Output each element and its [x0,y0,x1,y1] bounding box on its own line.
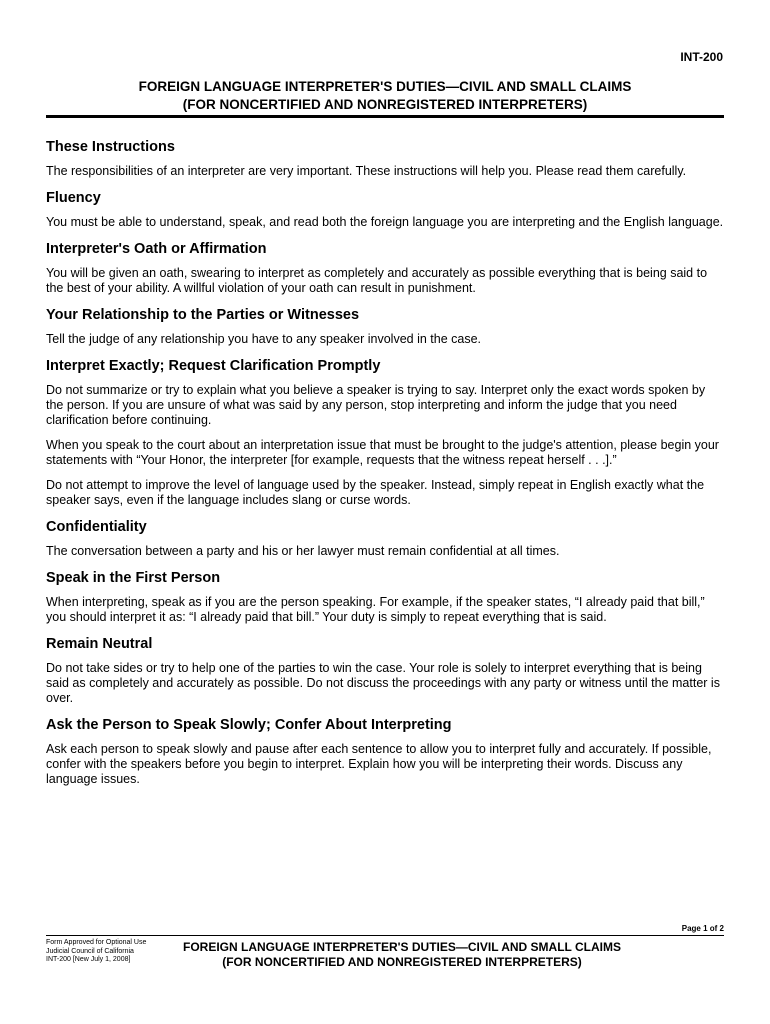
footer-title [162,940,642,970]
section-paragraph: When interpreting, speak as if you are the person speaking. For example, if the speaker states, “I already paid that bill,” you should interpret it as: “I already paid that bill.” Your duty is simply to repeat everything that is said. [46,595,705,624]
instructions-body [46,128,724,797]
document-title [46,78,724,114]
section-interpret-exactly [46,357,724,508]
section-relationship [46,306,724,347]
section-paragraph: You must be able to understand, speak, and read both the foreign language you are interpreting and the English language. [46,215,724,229]
section-paragraph: Do not summarize or try to explain what you believe a speaker is trying to say. Interpret only the exact words spoken by the person. If you are unsure of what was said by any person, stop interpreting and inform the judge that you need clarification before continuing. [46,383,706,427]
footer-divider [46,935,724,936]
section-paragraph: Do not take sides or try to help one of the parties to win the case. Your role is solely to interpret everything that is being said as completely and accurately as possible. Do not discuss the proceedings with any party or witness until the matter is over. [46,661,720,705]
section-first-person [46,569,724,625]
form-id: INT-200 [680,50,723,64]
section-paragraph: You will be given an oath, swearing to interpret as completely and accurately as possible everything that is being said to the best of your ability. A willful violation of your oath can result in punishment. [46,266,708,295]
section-heading: Interpreter's Oath or Affirmation [46,241,267,257]
section-heading: These Instructions [46,139,175,155]
section-confidentiality [46,518,724,559]
title-divider [46,115,724,118]
section-paragraph: Do not attempt to improve the level of language used by the speaker. Instead, simply repeat in English exactly what the speaker says, even if the language includes slang or curse words. [46,478,705,507]
section-these-instructions [46,138,724,179]
section-heading: Remain Neutral [46,636,153,652]
section-speak-slowly [46,716,724,787]
page-number: Page 1 of 2 [681,924,724,933]
title-line-1: FOREIGN LANGUAGE INTERPRETER'S DUTIES—CIVIL AND SMALL CLAIMS [138,79,632,94]
section-heading: Fluency [46,190,101,206]
section-paragraph: Ask each person to speak slowly and pause after each sentence to allow you to interpret fully and accurately. If possible, confer with the speakers before you begin to interpret. Explain how you will be interpreting their words. Discuss any language issues. [46,742,712,786]
title-line-2: (FOR NONCERTIFIED AND NONREGISTERED INTERPRETERS) [182,97,588,112]
section-heading: Ask the Person to Speak Slowly; Confer About Interpreting [46,717,452,733]
form-approval-note [46,939,166,965]
footer-title-line-2: (FOR NONCERTIFIED AND NONREGISTERED INTERPRETERS) [222,955,582,969]
section-paragraph: The responsibilities of an interpreter are very important. These instructions will help you. Please read them carefully. [46,164,687,178]
section-remain-neutral [46,635,724,706]
section-oath [46,240,724,296]
approval-line: Form Approved for Optional Use [46,939,147,946]
footer-title-line-1: FOREIGN LANGUAGE INTERPRETER'S DUTIES—CIVIL AND SMALL CLAIMS [183,940,621,954]
section-heading: Interpret Exactly; Request Clarification Promptly [46,358,381,374]
section-heading: Your Relationship to the Parties or Witnesses [46,307,360,323]
approval-line: Judicial Council of California [46,947,134,955]
section-heading: Confidentiality [46,519,147,535]
section-heading: Speak in the First Person [46,570,221,586]
section-paragraph: Tell the judge of any relationship you have to any speaker involved in the case. [46,332,481,346]
section-paragraph: When you speak to the court about an interpretation issue that must be brought to the judge's attention, please begin your statements with “Your Honor, the interpreter [for example, requests that the witness repeat herself . . .].” [46,438,719,467]
section-paragraph: The conversation between a party and his or her lawyer must remain confidential at all times. [46,544,560,558]
approval-line: INT-200 [New July 1, 2008] [46,956,131,963]
section-fluency [46,189,724,230]
